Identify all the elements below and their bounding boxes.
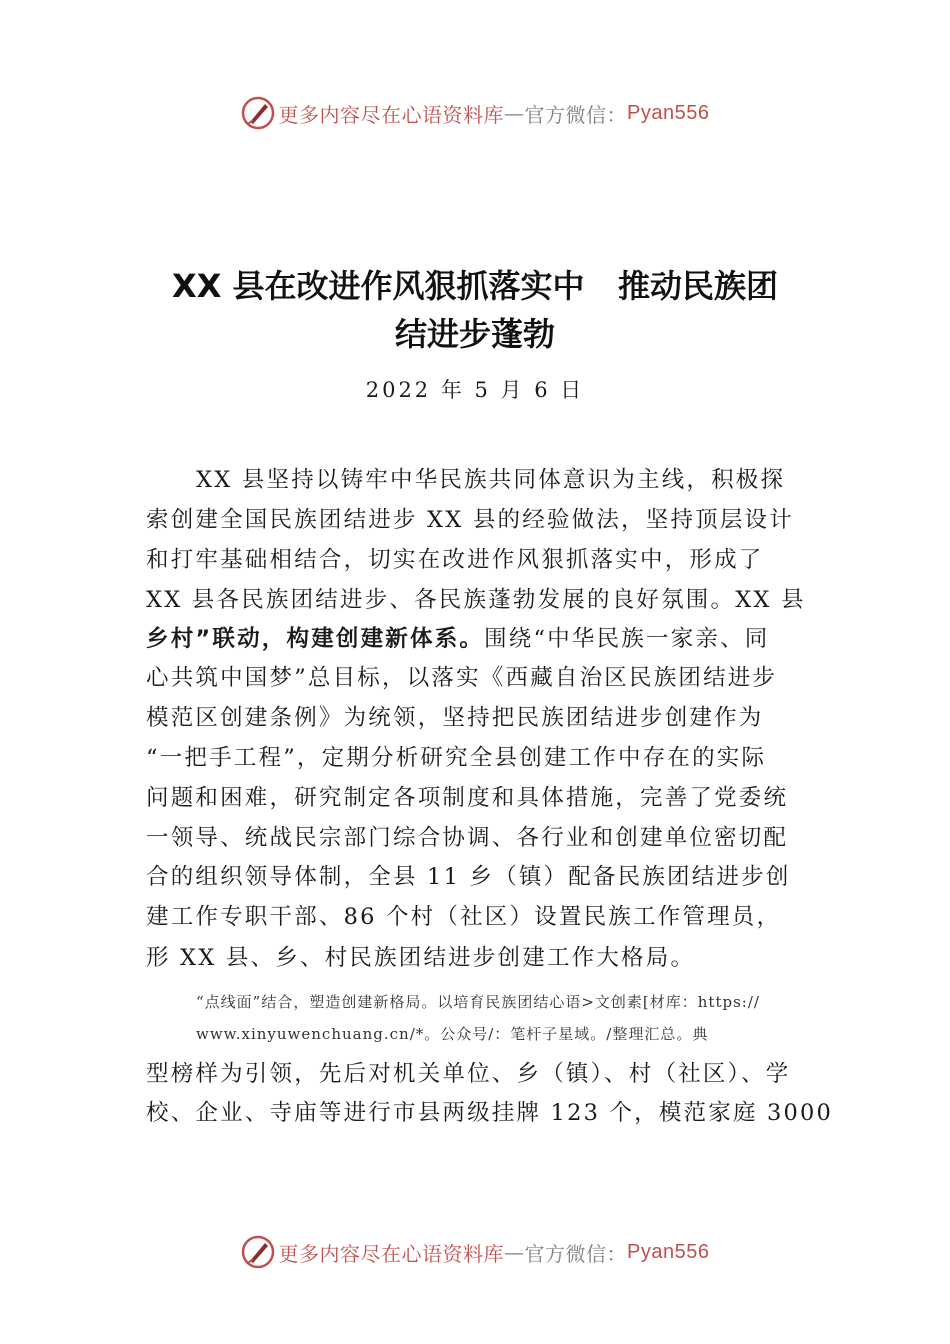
body-line: XX 县坚持以铸牢中华民族共同体意识为主线，积极探 (196, 467, 786, 493)
watermark-separator: — (504, 1240, 525, 1264)
body-line: 问题和困难，研究制定各项制度和具体措施，完善了党委统 (146, 785, 789, 811)
watermark-separator: — (504, 101, 525, 125)
body-line: 合的组织领导体制，全县 11 乡（镇）配备民族团结进步创 (146, 864, 791, 890)
body-line: 模范区创建条例》为统领，坚持把民族团结进步创建作为 (146, 705, 764, 731)
watermark-wechat-label: 官方微信： (524, 102, 628, 127)
body-line: “一把手工程”，定期分析研究全县创建工作中存在的实际 (146, 745, 767, 771)
body-line: 索创建全国民族团结进步 XX 县的经验做法，坚持顶层设计 (146, 507, 794, 533)
body-line: 形 XX 县、乡、村民族团结进步创建工作大格局。 (146, 945, 696, 971)
body-line: XX 县各民族团结进步、各民族蓬勃发展的良好氛围。XX 县 (146, 587, 806, 613)
body-line (146, 619, 770, 659)
body-line: 型榜样为引领，先后对机关单位、乡（镇）、村（社区）、学 (146, 1061, 791, 1087)
quill-logo-icon (241, 96, 275, 130)
body-line: 校、企业、寺庙等进行市县两级挂牌 123 个，模范家庭 3000 (146, 1100, 834, 1126)
inserted-note-line: “点线面”结合，塑造创建新格局。以培育民族团结心语>文创素[材库：https:// (196, 993, 760, 1011)
bold-heading: 乡村”联动，构建创建新体系。 (146, 626, 485, 652)
quill-logo-icon (241, 1235, 275, 1269)
body-line: 建工作专职干部、86 个村（社区）设置民族工作管理员， (146, 904, 782, 930)
title-line-1: XX 县在改进作风狠抓落实中 推动民族团 (172, 267, 778, 305)
document-date: 2022 年 5 月 6 日 (365, 378, 585, 402)
watermark-wechat-id: Pyan556 (627, 1240, 710, 1263)
header-watermark (0, 96, 950, 130)
title-line-2: 结进步蓬勃 (394, 315, 555, 353)
watermark-brand: 更多内容尽在心语资料库 (278, 1241, 505, 1266)
watermark-wechat-label: 官方微信： (524, 1241, 628, 1266)
watermark-wechat-id: Pyan556 (627, 101, 710, 124)
body-line: 和打牢基础相结合，切实在改进作风狠抓落实中，形成了 (146, 547, 764, 573)
footer-watermark (0, 1235, 950, 1269)
body-line: 一领导、统战民宗部门综合协调、各行业和创建单位密切配 (146, 825, 789, 851)
body-line: 心共筑中国梦”总目标，以落实《西藏自治区民族团结进步 (146, 665, 778, 691)
document-title (100, 262, 850, 358)
body-text: 围绕“中华民族一家亲、同 (484, 626, 770, 652)
watermark-brand: 更多内容尽在心语资料库 (278, 102, 505, 127)
inserted-note-line: www.xinyuwenchuang.cn/*。公众号/：笔杆子星域。/整理汇总。典 (196, 1025, 709, 1043)
